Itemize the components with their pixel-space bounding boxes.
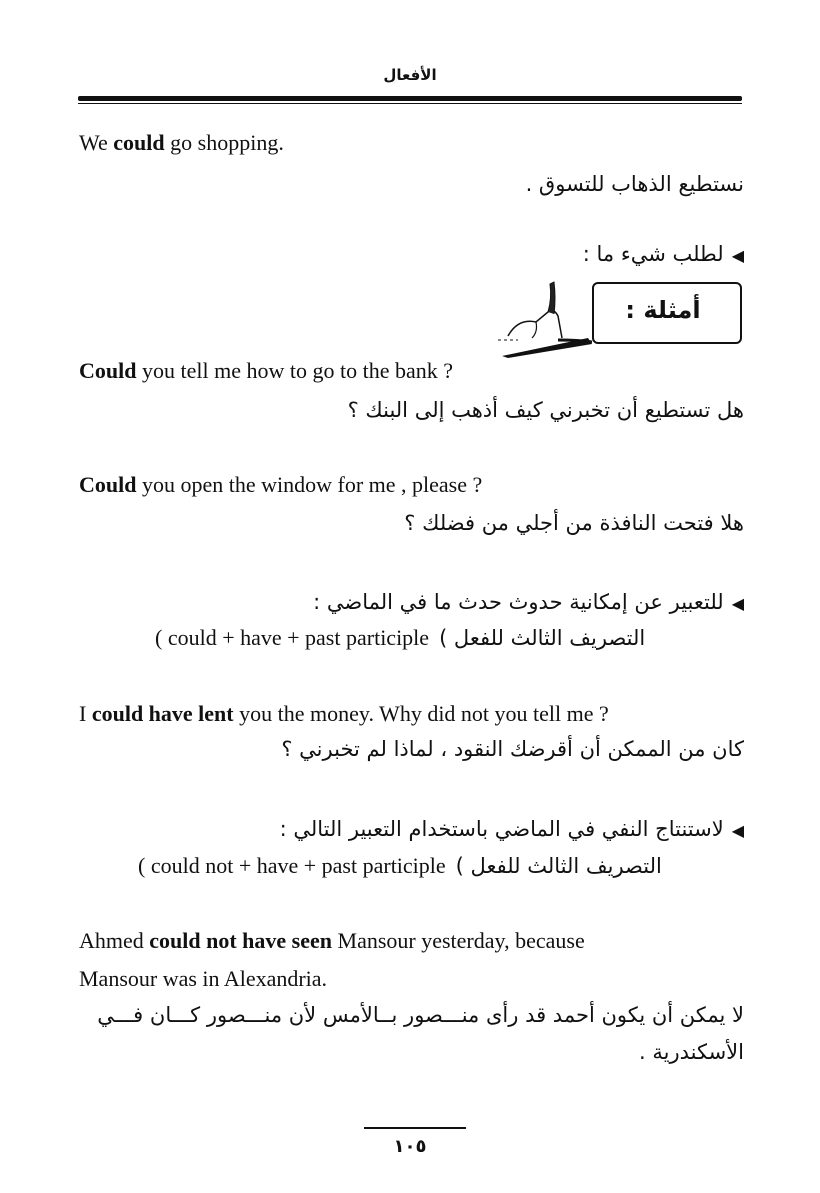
formula-english: ( could not + have + past participle — [138, 853, 446, 878]
text: Mansour yesterday, because — [332, 928, 585, 953]
bullet-past-possibility — [313, 590, 744, 614]
header-rule — [78, 96, 742, 101]
formula-english: ( could + have + past participle — [155, 625, 430, 650]
sentence-5-english-line-2: Mansour was in Alexandria. — [79, 966, 328, 991]
sentence-3-arabic: هلا فتحت النافذة من أجلي من فضلك ؟ — [404, 511, 744, 535]
sentence-1-arabic: نستطيع الذهاب للتسوق . — [525, 172, 744, 196]
sentence-5-english — [79, 928, 585, 954]
pointing-hand-icon — [488, 278, 598, 360]
page-header-title: الأفعال — [383, 66, 437, 84]
formula-1 — [155, 625, 645, 651]
sentence-4-arabic: كان من الممكن أن أقرضك النقود ، لماذا لم تخبرني ؟ — [281, 737, 744, 761]
keyword: could not have seen — [149, 928, 333, 953]
page-number: ١٠٥ — [393, 1136, 427, 1157]
text: you tell me how to go to the bank ? — [136, 358, 453, 383]
formula-arabic: التصريف الثالث للفعل ) — [439, 626, 646, 650]
header-rule-thin — [78, 103, 742, 104]
sentence-4-english — [79, 701, 609, 727]
formula-arabic: التصريف الثالث للفعل ) — [455, 854, 662, 878]
bullet-text: لاستنتاج النفي في الماضي باستخدام التعبير التالي : — [279, 817, 724, 841]
bullet-text: للتعبير عن إمكانية حدوث حدث ما في الماضي : — [313, 590, 724, 614]
text: go shopping. — [164, 130, 284, 155]
bullet-request — [583, 242, 744, 266]
keyword: could have lent — [91, 701, 234, 726]
sentence-3-english — [79, 472, 482, 498]
keyword: could — [113, 130, 165, 155]
triangle-left-icon: ◀ — [731, 246, 744, 265]
examples-label: أمثلة : — [625, 296, 701, 324]
triangle-left-icon: ◀ — [731, 594, 744, 613]
triangle-left-icon: ◀ — [731, 821, 744, 840]
sentence-2-english — [79, 358, 453, 384]
bullet-text: لطلب شيء ما : — [582, 242, 724, 266]
text: Ahmed — [79, 928, 150, 953]
sentence-1-english — [79, 130, 284, 156]
keyword: Could — [79, 472, 137, 497]
bullet-negative-inference — [280, 817, 744, 841]
text: you the money. Why did not you tell me ? — [233, 701, 609, 726]
sentence-2-arabic: هل تستطيع أن تخبرني كيف أذهب إلى البنك ؟ — [347, 398, 744, 422]
formula-2 — [138, 853, 662, 879]
sentence-5-arabic-line-2: الأسكندرية . — [639, 1040, 744, 1064]
keyword: Could — [79, 358, 137, 383]
text: I — [79, 701, 92, 726]
text: We — [79, 130, 114, 155]
text: you open the window for me , please ? — [136, 472, 483, 497]
sentence-5-arabic-line-1: لا يمكن أن يكون أحمد قد رأى منـــصور بــالأمس لأن منـــصور كـــان فـــي — [97, 1003, 744, 1027]
footer-rule — [364, 1127, 466, 1129]
